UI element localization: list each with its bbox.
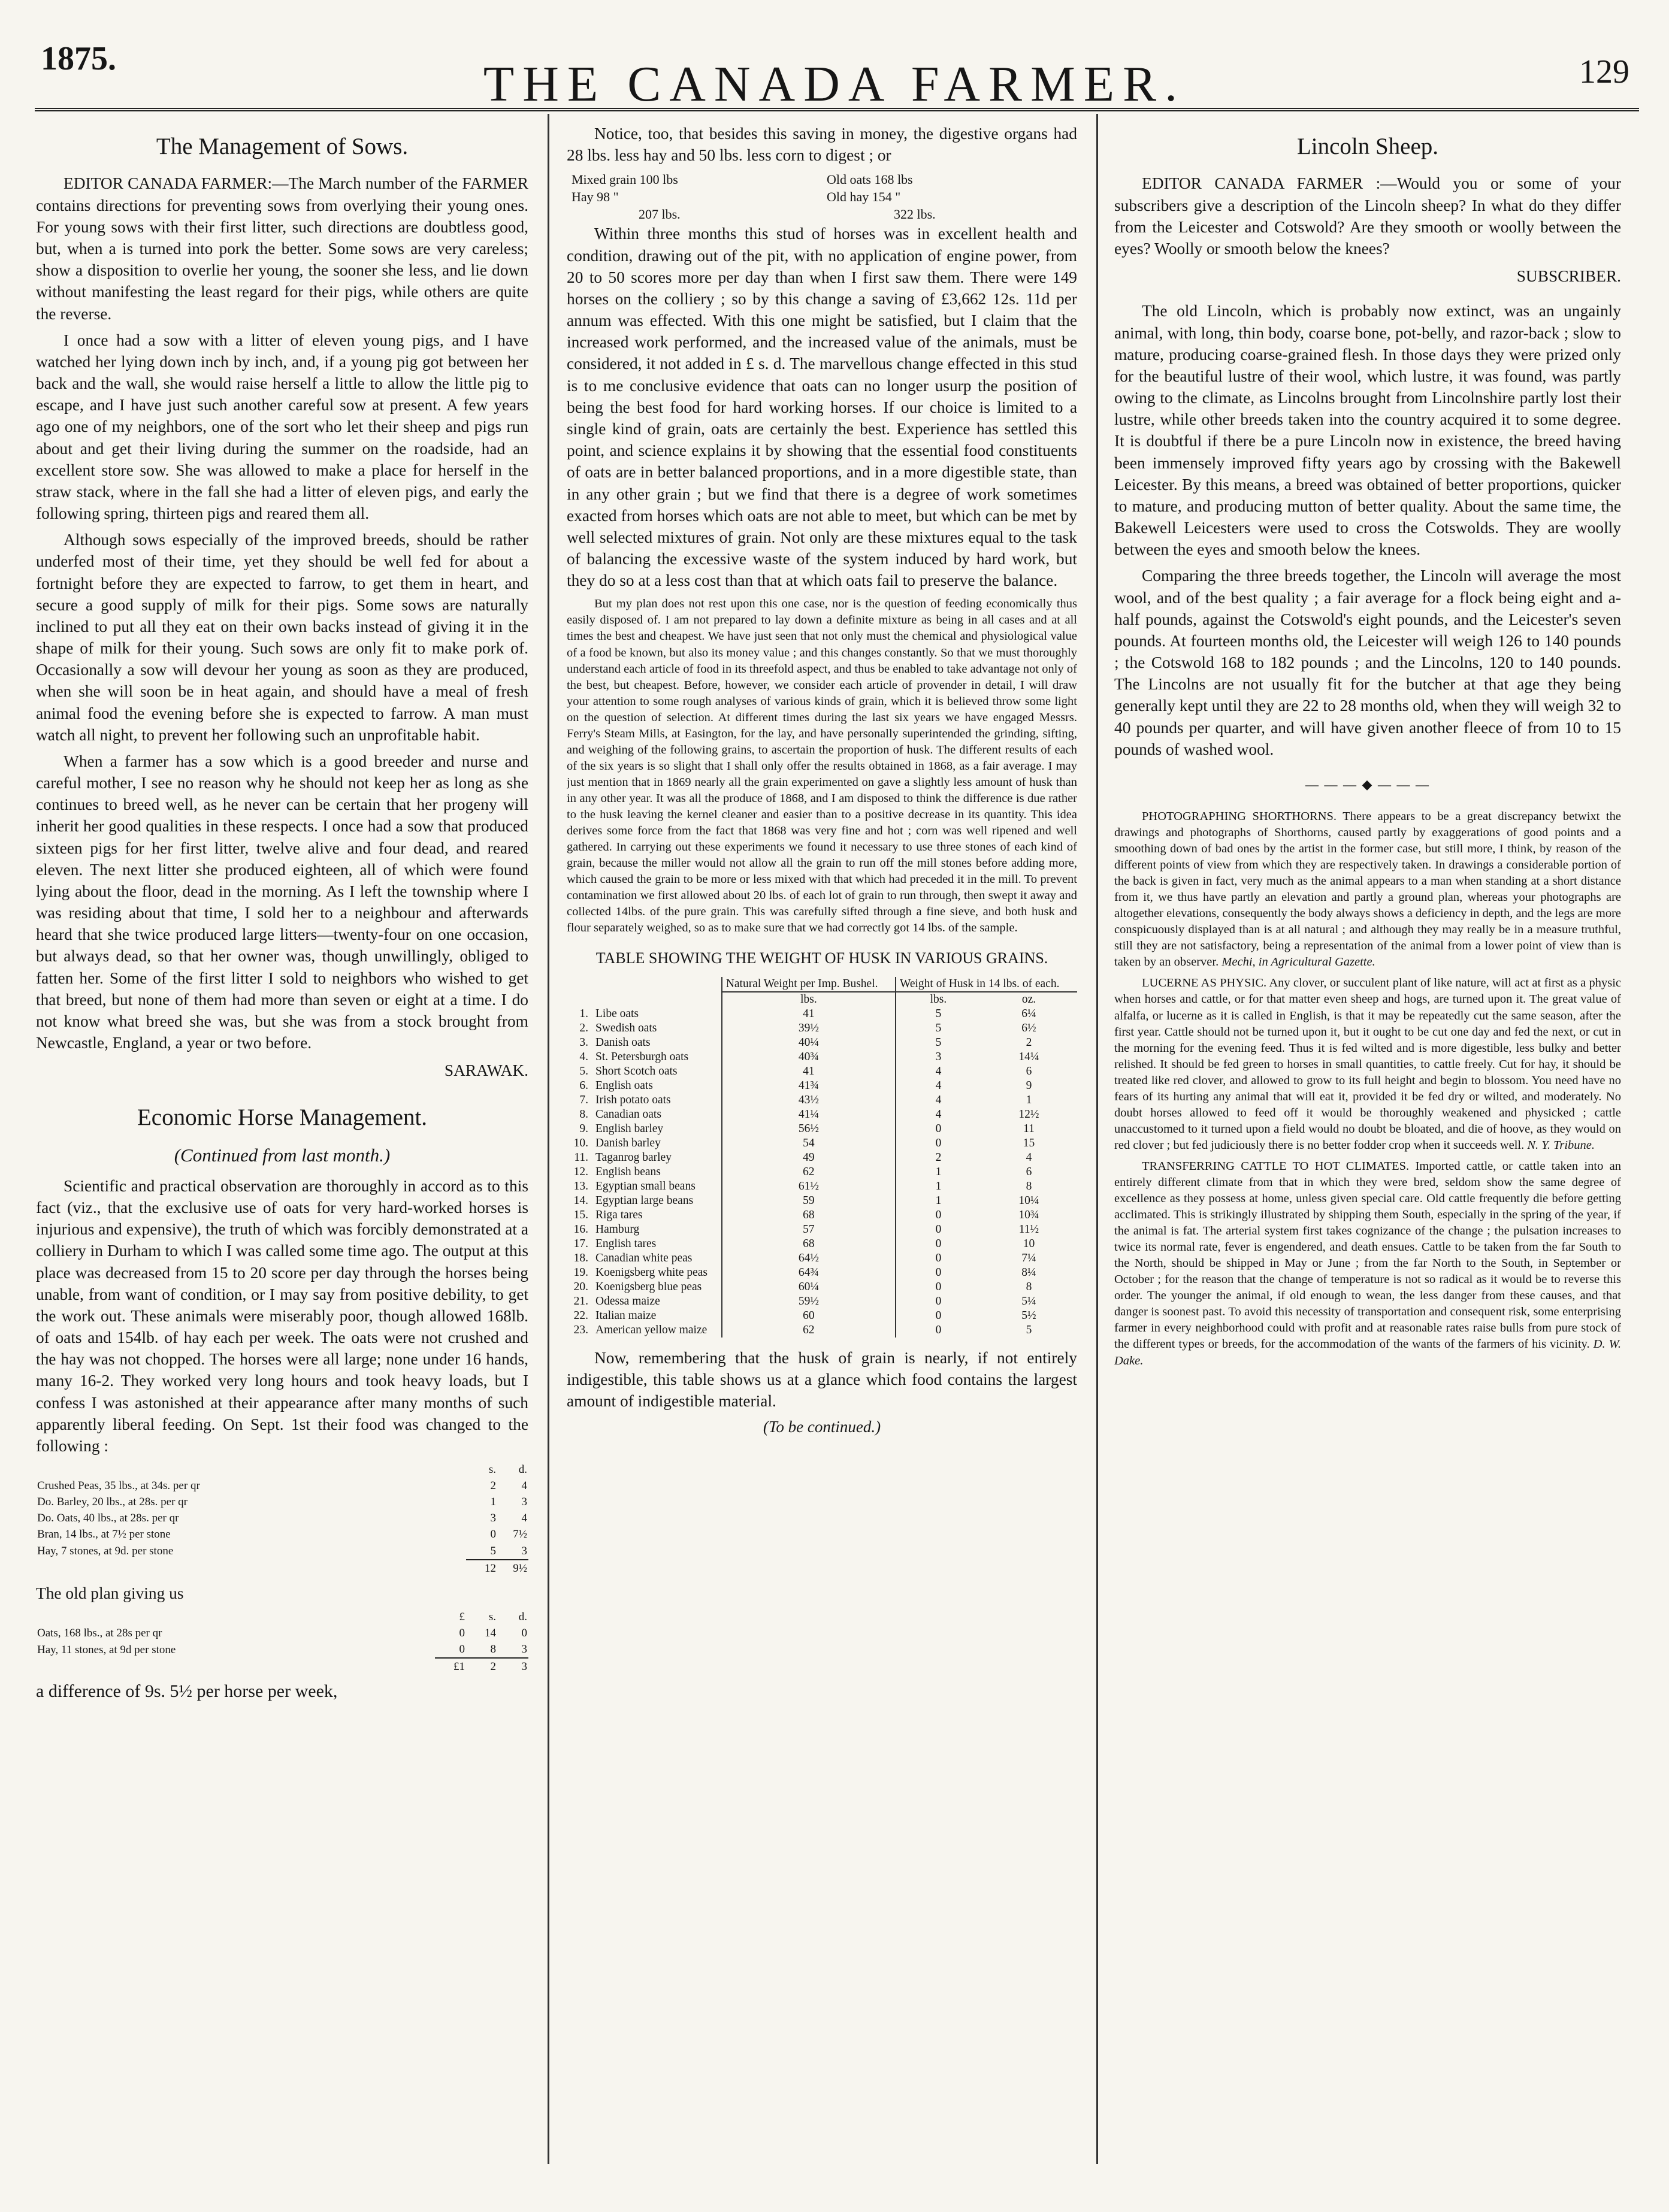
table-row: 10. Danish barley 54 0 15 (573, 1136, 1035, 1149)
grain-row: Mixed grain 100 lbs Old oats 168 lbs (572, 172, 913, 187)
table-row: 22. Italian maize 60 0 5½ (573, 1309, 1036, 1322)
masthead (0, 0, 1669, 112)
paragraph: Comparing the three breeds together, the Lincoln will average the most wool, and of the best quality ; a fair average for a flock being eight and a-half pounds, against the Cotswold's eight pounds, and the Leicester's seven pounds. At fourteen months old, the Leicester will weigh 126 to 140 pounds ; the Cotswold 168 to 182 pounds ; and the Lincolns, 120 to 140 pounds. The Lincolns are not usually fit for the butcher at that age they being generally kept until they are 22 to 28 months old, when they will weigh 32 to 40 pounds per quarter, and will have given another fleece of from 10 to 15 pounds of washed wool. (1114, 567, 1621, 758)
to-be-continued: (To be continued.) (763, 1418, 881, 1436)
paragraph: EDITOR CANADA FARMER:—The March number of the FARMER contains directions for preventing sows from overlying their young ones. For young sows with their first litter, such directions are doubtless good, but, when a is turned into pork the better. Some sows are very careless; show a disposition to overlie her young, the sooner she less, and lie down without manifesting the least regard for their pigs, while others are quite the reverse. (36, 174, 528, 323)
new-feed-cost-table: s. d. Crushed Peas, 35 lbs., at 34s. per qr 2 4 Do. Barley, 20 lbs., at 28s. per qr 1 3 Do. Oats, 40 lbs., at 28s. per qr 3 4 Bran, 14 lbs., at 7½ per stone 0 7½ Hay, 7 stones, at 9d. per stone 5 3 12 9½ (36, 1461, 528, 1576)
table-row: 15. Riga tares 68 0 10¾ (573, 1208, 1039, 1221)
divider: — — — ◆ — — — (1305, 776, 1430, 792)
difference-line: a difference of 9s. 5½ per horse per week, (36, 1681, 338, 1702)
paragraph: EDITOR CANADA FARMER :—Would you or some of your subscribers give a description of the Lincoln sheep? In what do they differ from the Leicester and Cotswold? Are they smooth or woolly between the eyes? Woolly or smooth below the knees? (1114, 174, 1621, 258)
cost-total: 12 9½ (36, 1560, 528, 1576)
table-row: 2. Swedish oats 39½ 5 6½ (579, 1022, 1036, 1035)
cost-row: Bran, 14 lbs., at 7½ per stone 0 7½ (37, 1528, 527, 1541)
signature-subscriber: SUBSCRIBER. (1516, 267, 1621, 286)
article-title-lincoln: Lincoln Sheep. (1296, 134, 1439, 159)
paragraph: I once had a sow with a litter of eleven young pigs, and I have watched her lying down inch by inch, and, if a young pig got between her back and the wall, she would raise herself a little to allow the little pig to escape, and I have just such another careful sow at present. A few years ago one of my neighbors, one of the sort who let their sheep and pigs run about and get their living during the summer on the roadside, had an excellent store sow. She was allowed to make a place for herself in the straw stack, where in the fall she had a litter of eleven pigs, and early the following spring, thirteen pigs and reared them all. (36, 331, 528, 523)
paragraph: PHOTOGRAPHING SHORTHORNS. There appears to be a great discrepancy betwixt the drawings and photographs of Shorthorns, caused partly by exaggerations of good points and a smoothing down of bad ones by the artist in the former case, but still more, I think, by reason of the different points of view from which they are respectively taken. In drawings a considerable portion of the back is given in fact, very much as the animal appears to a man when standing at a short distance from it, we thus have partly an elevation and partly a ground plan, whereas your photographs are altogether elevations, consequently the body always shows a deficiency in depth, and the legs are more conspicuously displayed than is at all natural ; and although they may really be in a measure truthful, still they are not satisfactory, being a representation of the animal from a lower point of view than is taken by an observer. Mechi, in Agricultural Gazette. (1114, 809, 1621, 969)
page-number: 129 (1579, 53, 1629, 90)
table-row: 12. English beans 62 1 6 (573, 1165, 1032, 1178)
table-row: 3. Danish oats 40¼ 5 2 (579, 1036, 1032, 1049)
table-row: 16. Hamburg 57 0 11½ (573, 1222, 1039, 1236)
table-row: 1. Libe oats 41 5 6¼ (579, 1007, 1036, 1021)
husk-weight-table (567, 977, 1077, 1338)
column-rule-2 (1096, 114, 1098, 2164)
table-row: 13. Egyptian small beans 61½ 1 8 (573, 1179, 1032, 1193)
table-row: 17. English tares 68 0 10 (573, 1237, 1035, 1250)
paragraph: But my plan does not rest upon this one case, nor is the question of feeding economically thus easily disposed of. I am not prepared to lay down a definite mixture as being in all cases and at all times the best and cheapest. We have just seen that not only must the chemical and physiological value of a food be known, but also its money value ; and this changes constantly. So that we must thoroughly understand each article of food in its threefold aspect, and thus be enabled to take advantage not only of the best, but cheapest. Before, however, we consider each article of provender in detail, I will draw your attention to some rough analyses of various kinds of grain, which it is believed throw some light on the question of selection. At different times during the last six years we have engaged Messrs. Ferry's Steam Mills, at Easington, for the lay, and have personally superintended the grinding, sifting, and weighing of the following grains, to ascertain the proportion of husk. The different results of each of the six years is so slight that I shall only offer the results obtained in 1868, as a fair average. I may just mention that in 1869 nearly all the grain experimented on gave a slightly less amount of husk than in any other year. It was all the produce of 1868, and I am disposed to think the difference is due rather to the husk leaving the kernel cleaner and easier than to a positive decrease in its quantity. This idea derives some force from the fact that 1868 was very fine and hot ; corn was well ripened and well gathered. In carrying out these experiments we found it necessary to use three stones of each kind of grain, because the miller would not allow all the grain to run off the mill stones before adding more, which caused the grain to be more or less mixed with that which had preceded it in the mill. To prevent contamination we first allowed about 20 lbs. of each lot of grain to run through, then swept it away and collected 14lbs. of the pure grain. This was carefully sifted through a fine sieve, and both husk and flour separately weighed, so as to make sure that we had correctly got 14 lbs. of the sample. (567, 597, 1077, 935)
newspaper-title: THE CANADA FARMER. (483, 56, 1186, 112)
cost-row: Oats, 168 lbs., at 28s per qr 0 14 0 (37, 1626, 527, 1639)
column-rule-1 (548, 114, 549, 2164)
table-row: 20. Koenigsberg blue peas 60¼ 0 8 (573, 1280, 1032, 1293)
table-row: 18. Canadian white peas 64½ 0 7¼ (573, 1251, 1036, 1264)
issue-year: 1875. (41, 40, 116, 77)
cost-row: Hay, 7 stones, at 9d. per stone 5 3 (37, 1544, 527, 1558)
article-title-horse: Economic Horse Management. (137, 1104, 428, 1130)
cost-row: Crushed Peas, 35 lbs., at 34s. per qr 2 4 (37, 1479, 527, 1493)
grain-comparison (567, 171, 1077, 223)
paragraph: When a farmer has a sow which is a good breeder and nurse and careful mother, I see no reason why he should not keep her as long as she continues to breed well, as he never can be certain that her progeny will inherit her good qualities in these respects. I once had a sow that produced sixteen pigs for her first litter, twelve alive and four dead, and reared eleven. The next litter she produced eighteen, all of which were found lying about the floor, dead in the morning. As I left the township where I was residing about that time, I sold her to a neighbour and afterwards heard that she twice produced large litters—twenty-four on one occasion, but always dead, so that her owner was, though unwillingly, obliged to fatten her. Some of the first litter I sold to neighbors who wished to get that breed, but none of them had more than seven or eight at a time. I do not know what breed she was, but she was from a stock brought from Newcastle, England, a year or two before. (36, 752, 528, 1052)
column-header: Weight of Husk in 14 lbs. of each. (896, 977, 1077, 992)
column-header: Natural Weight per Imp. Bushel. (722, 977, 896, 992)
article-title-sows: The Management of Sows. (156, 134, 409, 159)
grain-row: Hay 98 " Old hay 154 " (572, 189, 901, 205)
old-feed-cost-table: £ s. d. Oats, 168 lbs., at 28s per qr 0 14 0 Hay, 11 stones, at 9d per stone 0 8 3 £1 2 3 (36, 1609, 528, 1675)
paragraph: Although sows especially of the improved breeds, should be rather underfed most of their time, yet they should be well fed for about a fortnight before they are expected to farrow, to get them in heart, and secure a good supply of milk for their pigs. Some sows are naturally inclined to put all they eat on their own backs instead of giving it in the shape of milk for their young. Such sows are only fit to make pork of. Occasionally a sow will devour her young as soon as they are produced, when she will soon be in heat again, and should have a meal of fresh animal food the evening before she is expected to farrow. A man must watch all night, to prevent her following such an unprofitable habit. (36, 531, 528, 744)
continued-note: (Continued from last month.) (174, 1144, 391, 1166)
table-row: 7. Irish potato oats 43½ 4 1 (579, 1094, 1032, 1107)
table-row: 21. Odessa maize 59½ 0 5¼ (573, 1294, 1036, 1308)
table-row: 8. Canadian oats 41¼ 4 12½ (579, 1108, 1039, 1121)
signature-sarawak: SARAWAK. (444, 1061, 528, 1080)
paragraph: Now, remembering that the husk of grain is nearly, if not entirely indigestible, this table shows us at a glance which food contains the largest amount of indigestible material. (567, 1348, 1077, 1411)
paragraph: LUCERNE AS PHYSIC. Any clover, or succulent plant of like nature, will act at first as a physic when horses and cattle, or for that matter even sheep and hogs, are turned upon it. The great value of alfalfa, or lucerne as it is called in English, is that it may be repeatedly cut the same season, after the first year. Cattle should not be turned upon it, but it ought to be cut one day and fed the next, or cut in the morning for the evening feed. Thus it is fed wilted and is more digestible, less bulky and better relished. It should be fed green to horses in small quantities, to cattle freely. Cut for hay, it should be treated like red clover, and allowed to grow to its full height and begin to blossom. You need have no fears of its hurting any animal that will eat it, provided it be fed dry or wilted, and moderately. No doubt horses allowed to feed off it would be thoroughly weakened and physicked ; cattle unaccustomed to it turned upon a field would no doubt be bloated, and die of hoove, as they would on red clover ; but fed judiciously there is no better fodder crop when it succeeds well. N. Y. Tribune. (1114, 976, 1621, 1152)
paragraph: Scientific and practical observation are thoroughly in accord as to this fact (viz., that the exclusive use of oats for very hard-worked horses is injurious and expensive), the truth of which was forcibly demonstrated at a colliery in Durham to which I was called some time ago. The output at this place was decreased from 15 to 20 score per day through the horses being unable, from want of condition, or I may say from positive debility, to get the work out. These animals were miserably poor, though allowed 168lb. of oats and 154lb. of hay each per week. The oats were not crushed and the hay was not chopped. The horses were all large; none under 16 hands, many 16-2. They worked very long hours and took heavy loads, but I confess I was astonished at their appearance after many months of such apparently liberal feeding. On Sept. 1st their food was changed to the following : (36, 1176, 528, 1455)
cost-row: Hay, 11 stones, at 9d per stone 0 8 3 (37, 1643, 527, 1656)
table-row: 19. Koenigsberg white peas 64¾ 0 8¼ (573, 1266, 1036, 1279)
paragraph: Within three months this stud of horses was in excellent health and condition, drawing out of the pit, with no application of engine power, from 20 to 50 scores more per day than when I first saw them. There were 149 horses on the colliery ; so by this change a saving of £3,662 12s. 11d per annum was effected. With this one might be satisfied, but I claim that the increased work performed, and the increased value of the animals, must be considered, it not added in £ s. d. The marvellous change effected in this stud is to me conclusive evidence that oats can no longer usurp the position of being the best food for hard working horses. If our choice is limited to a single kind of grain, oats are certainly the best. Experience has settled this point, and science explains it by showing that the essential food constituents of oats are in better balanced proportions, and in a more digestible state, than in any other grain ; but we find that there is a degree of work sometimes exacted from horses which oats are not able to meet, but which can be met by well selected mixtures of grain. Not only are these mixtures equal to the task of balancing the excessive waste of the system induced by hard work, but they do so at a less cost than that at which oats fail to preserve the balance. (567, 225, 1077, 590)
header-rule (35, 108, 1639, 111)
table-row: 5. Short Scotch oats 41 4 6 (579, 1065, 1032, 1078)
table-row: 14. Egyptian large beans 59 1 10¼ (573, 1194, 1039, 1207)
column-left (36, 123, 528, 2188)
column-middle (567, 123, 1077, 2188)
table-row: 11. Taganrog barley 49 2 4 (574, 1151, 1032, 1164)
paragraph: Notice, too, that besides this saving in money, the digestive organs had 28 lbs. less hay and 50 lbs. less corn to digest ; or (567, 125, 1077, 165)
paragraph: TRANSFERRING CATTLE TO HOT CLIMATES. Imported cattle, or cattle taken into an entirely different climate from that in which they were bred, seldom show the same degree of excellence as they possess at home, unless given special care. Old cattle frequently die before getting acclimated. This is strikingly illustrated by shipping them South, especially in the spring of the year, if the animal is fat. The arterial system first takes cognizance of the change ; the pulsation increases to twice its normal rate, fever is engendered, and death ensues. Cattle to be taken from the far South to the North, should be shipped in May or June ; from the far North to the South, in September or October ; for the reason that the change of temperature is not so radical as it would be to reverse this order. The younger the animal, if old enough to wean, the less danger from these causes, and that danger is soonest past. To avoid this necessity of transportation and consequent risk, some enterprising farmer in every neighborhood could with profit and at reasonable rates raise bulls from pure stock of the different types or breeds, for the accommodation of the wants of the farmers of his vicinity. D. W. Dake. (1114, 1159, 1621, 1367)
table-row: 6. English oats 41¾ 4 9 (579, 1079, 1032, 1093)
paragraph: The old Lincoln, which is probably now extinct, was an ungainly animal, with long, thin body, coarse bone, pot-belly, and razor-back ; slow to mature, producing coarse-grained flesh. In those days they were prized only for the beautiful lustre of their wool, which lustre, it was found, was partly owing to the climate, as Lincolns brought from Lincolnshire partly lost their lustre, while other breeds taken into the country acquired it to some degree. It is doubtful if there be a pure Lincoln now in existence, the breed having been immensely improved fifty years ago by crossing with the Bakewell Leicester. By this means, a breed was obtained of better proportions, quicker to mature, and producing mutton of better quality. About the same time, the Bakewell Leicesters were used to cross the Cotswolds. They are woolly between the eyes and smooth below the knees. (1114, 302, 1621, 559)
table-row: 4. St. Petersburgh oats 40¾ 3 14¼ (579, 1051, 1039, 1064)
unit-row: lbs. lbs. oz. (567, 992, 1077, 1007)
old-plan-label: The old plan giving us (36, 1584, 184, 1602)
cost-total: £1 2 3 (36, 1658, 528, 1675)
cost-row: Do. Barley, 20 lbs., at 28s. per qr 1 3 (37, 1496, 527, 1509)
table-row: 9. English barley 56½ 0 11 (579, 1122, 1035, 1135)
table-title: TABLE SHOWING THE WEIGHT OF HUSK IN VARIOUS GRAINS. (595, 949, 1048, 967)
grain-row: 207 lbs. 322 lbs. (639, 207, 936, 222)
column-right (1114, 123, 1621, 2188)
cost-row: Do. Oats, 40 lbs., at 28s. per qr 3 4 (37, 1512, 527, 1525)
table-row: 23. American yellow maize 62 0 5 (573, 1323, 1032, 1336)
